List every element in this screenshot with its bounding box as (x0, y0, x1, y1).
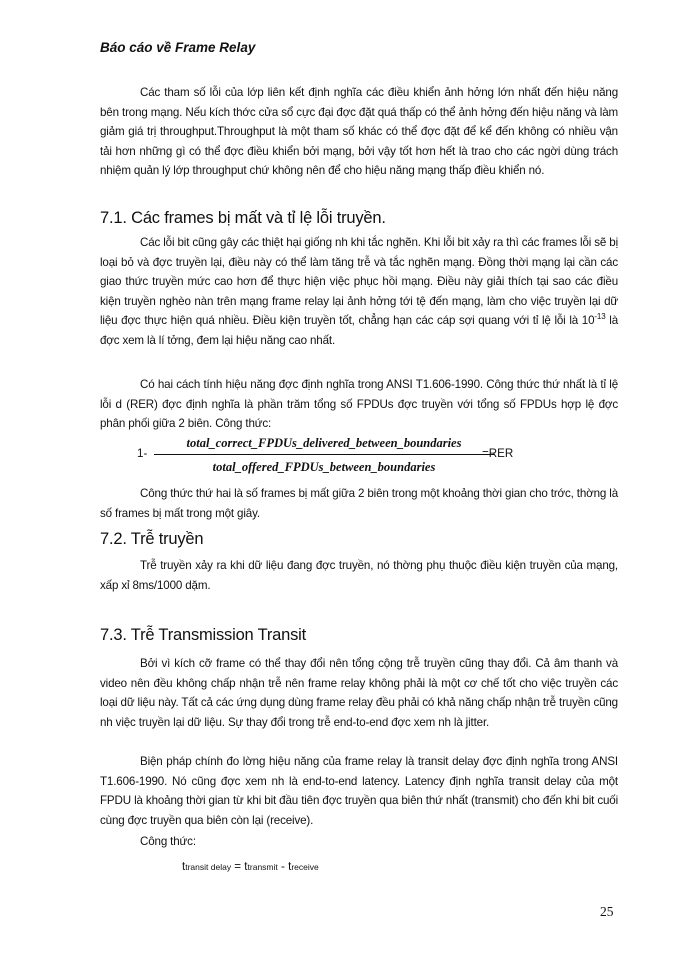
section-heading-7-3: 7.3. Trễ Transmission Transit (100, 626, 307, 644)
intro-block (100, 83, 618, 181)
sub-transmit: transmit (247, 862, 278, 872)
rer-formula (137, 433, 617, 479)
var-t3: t (288, 860, 292, 873)
section-7-3-paragraph-2: Biện pháp chính đo lờng hiệu năng của frame relay là transit delay đợc định nghĩa trong ANSI T1.606-1990. Nó cũng đợc xem nh là end-to-end latency. Latency định nghĩa transit delay của một FPDU là khoảng thời gian từ khi bit đầu tiên đợc truyền qua biên thứ nhất (transmit) cho đến khi bit cuối cùng đợc truyền qua biên còn lại (receive). (100, 755, 618, 827)
section-heading-7-2: 7.2. Trễ truyền (100, 530, 204, 548)
formula-fraction (154, 433, 494, 477)
section-7-1-body (100, 233, 618, 351)
formula-numerator: total_correct_FPDUs_delivered_between_boundaries (186, 436, 462, 450)
section-7-3-body-2 (100, 752, 618, 830)
section-7-3-paragraph-1: Bởi vì kích cỡ frame có thể thay đổi nên tổng cộng trễ truyền cũng thay đổi. Cả âm thanh và video nên đều không chấp nhận trễ nên frame relay không phải là một cơ chế tốt cho việc truyền các loại dữ liệu này. Tất cả các ứng dụng dùng frame relay đều phải có khả năng chấp nhận trễ truyền cũng nh việc truyền lại dữ liệu. Sự thay đổi trong trễ end-to-end đợc xem nh là jitter. (100, 657, 618, 729)
var-t1: t (182, 860, 186, 873)
section-7-2 (100, 528, 618, 550)
sub-receive: receive (291, 862, 319, 872)
formula-suffix: =RER (482, 447, 514, 460)
section-7-2-paragraph-1: Trễ truyền xảy ra khi dữ liệu đang đợc truyền, nó thờng phụ thuộc điều kiện truyền của mạng, xấp xỉ 8ms/1000 dặm. (100, 559, 618, 592)
section-7-3-body (100, 654, 618, 732)
fraction-bar (154, 454, 494, 455)
intro-paragraph: Các tham số lỗi của lớp liên kết định nghĩa các điều khiển ảnh hởng lớn nhất đến hiệu năng bên trong mạng. Nếu kích thớc cửa sổ cực đại đợc đặt quá thấp có thể ảnh hởng đến hiệu năng và làm giảm giá trị throughput.Throughput là một tham số khác có thể đợc đặt để kể đến không có nhiều vận tải hơn những gì có thể đợc điều khiển bởi mạng, bởi vậy tốt hơn hết là trao cho các ngời dùng trách nhiệm quản lý lớp throughput chứ không nên để cho hiệu năng mạng thấp điều khiển nó. (100, 86, 618, 178)
equals-sign: = (231, 860, 245, 873)
section-7-3 (100, 624, 618, 646)
p1-text-a: Các lỗi bit cũng gây các thiệt hại giống nh khi tắc nghẽn. Khi lỗi bit xảy ra thì các frames lỗi sẽ bị loại bỏ và đợc truyền lại, điều này có thể làm tăng trễ và tắc nghẽn mạng. Đồng thời mạng lại cần các giao thức truyền mức cao hơn để thực hiện việc phục hồi mạng. Điều này giải thích tại sao các điều kiện truyền nghèo nàn trên mạng frame relay lại ảnh hởng tới tệ đến mạng, làm cho việc truyền lại dữ liệu đợc thực hiện quá nhiều. Điều kiện truyền tốt, chẳng hạn các cáp sợi quang với tỉ lệ lỗi là 10 (100, 236, 618, 328)
section-7-1-body-2 (100, 375, 618, 434)
minus-sign: - (277, 860, 289, 873)
section-7-1-paragraph-1 (100, 233, 618, 351)
running-header: Báo cáo về Frame Relay (100, 40, 256, 55)
section-7-2-body (100, 556, 618, 595)
sub-transit-delay: transit delay (185, 862, 232, 872)
p1-exponent: -13 (594, 311, 606, 321)
section-7-1 (100, 207, 618, 229)
var-t2: t (244, 860, 248, 873)
section-7-1-paragraph-3: Công thức thứ hai là số frames bị mất giữa 2 biên trong một khoảng thời gian cho trớc, thờng là số frames bị mất trong một giây. (100, 487, 618, 520)
section-7-3-body-3 (100, 832, 618, 852)
section-7-1-body-3 (100, 484, 618, 523)
page-number: 25 (600, 904, 614, 919)
p1-text-b: là đợc xem là lí tởng, đem lại hiệu năng cao nhất. (100, 314, 618, 347)
section-heading-7-1: 7.1. Các frames bị mất và tỉ lệ lỗi truyền. (100, 209, 386, 227)
section-7-3-paragraph-3: Công thức: (140, 835, 196, 848)
formula-denominator: total_offered_FPDUs_between_boundaries (212, 460, 436, 474)
section-7-1-paragraph-2: Có hai cách tính hiệu năng đợc định nghĩa trong ANSI T1.606-1990. Công thức thứ nhất là tỉ lệ lỗi d (RER) đợc định nghĩa là phần trăm tổng số FPDUs đợc truyền với tổng số FPDUs hợp lệ đợc phân phối giữa 2 biên. Công thức: (100, 378, 618, 431)
formula-prefix: 1- (137, 447, 148, 460)
transit-delay-formula (182, 860, 319, 873)
